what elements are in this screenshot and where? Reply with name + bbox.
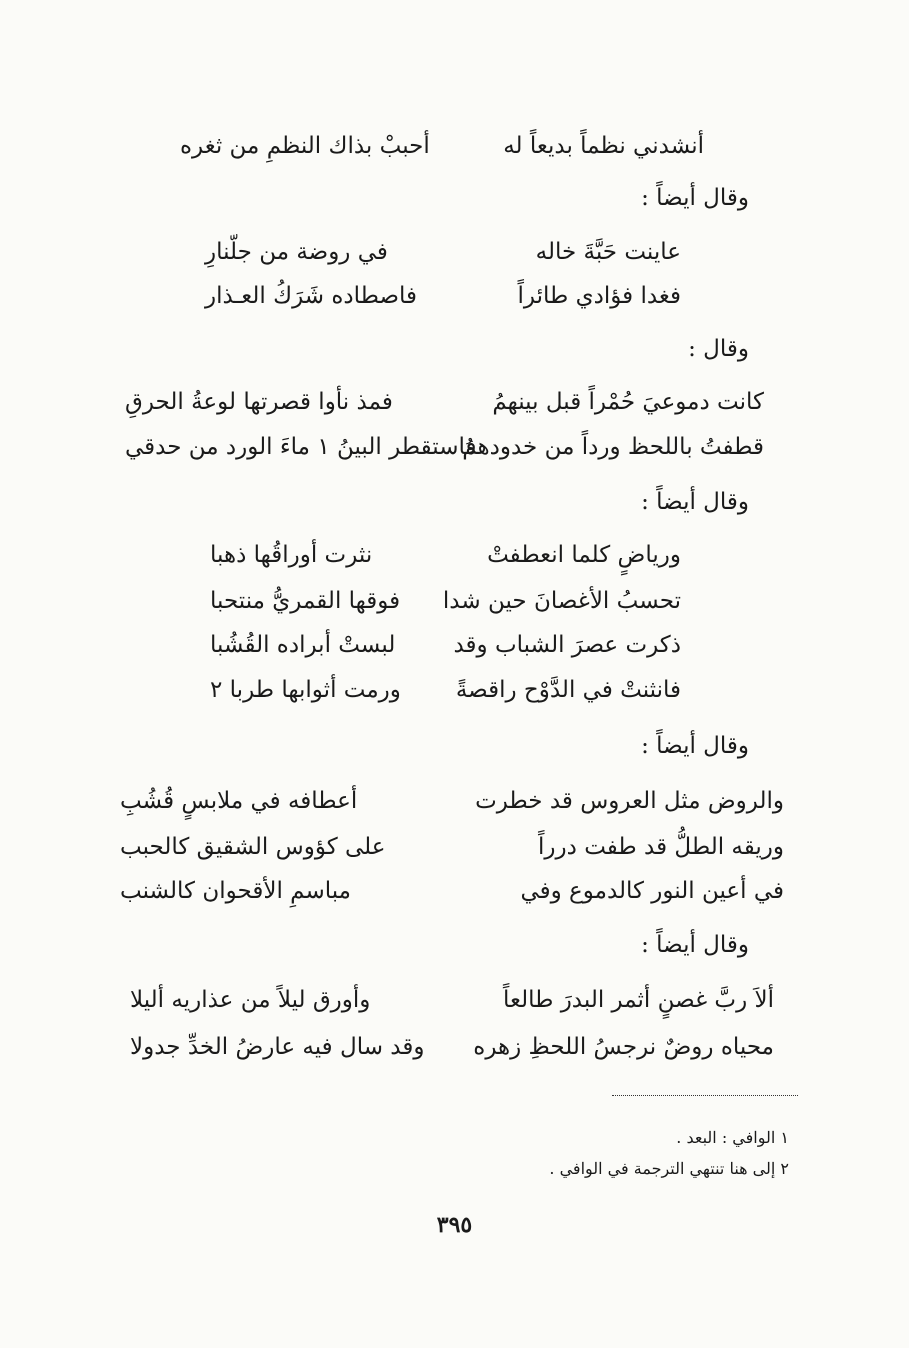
hemistich-second: ورمت أثوابها طربا ٢ [210, 677, 401, 703]
page-number: ٣٩٥ [436, 1212, 473, 1238]
hemistich-first: وريقه الطلُّ قد طفت درراً [538, 834, 784, 860]
hemistich-first: تحسبُ الأغصانَ حين شدا [442, 588, 681, 614]
hemistich-second: لبستْ أبراده القُشُبا [210, 632, 396, 658]
hemistich-first: محياه روضٌ نرجسُ اللحظِ زهره [473, 1034, 774, 1060]
hemistich-first: ذكرت عصرَ الشباب وقد [453, 632, 681, 658]
hemistich-first: عاينت حَبَّةَ خاله [535, 239, 681, 265]
hemistich-second: أحببْ بذاك النظمِ من ثغره [180, 133, 430, 159]
footnote-separator [612, 1095, 798, 1096]
hemistich-second: فمذ نأوا قصرتها لوعةُ الحرقِ [125, 389, 393, 415]
hemistich-first: أنشدني نظماً بديعاً له [503, 133, 704, 159]
section-heading: وقال أيضاً : [641, 733, 749, 759]
footnote: ١ الوافي : البعد . [676, 1128, 789, 1147]
footnote: ٢ إلى هنا تنتهي الترجمة في الوافي . [549, 1159, 789, 1178]
hemistich-second: أعطافه في ملابسٍ قُشُبِ [120, 788, 358, 814]
hemistich-first: ورياضٍ كلما انعطفتْ [487, 542, 681, 568]
hemistich-second: فاستقطر البينُ ١ ماءَ الورد من حدقي [125, 434, 477, 460]
hemistich-first: فغدا فؤادي طائراً [517, 283, 681, 309]
hemistich-first: كانت دموعيَ حُمْراً قبل بينهمُ [492, 389, 764, 415]
hemistich-first: قطفتُ باللحظ ورداً من خدودهمُ [462, 434, 764, 460]
hemistich-second: فوقها القمريُّ منتحبا [210, 588, 401, 614]
hemistich-second: في روضة من جلّنارِ [205, 239, 388, 265]
hemistich-first: في أعين النور كالدموع وفي [520, 878, 784, 904]
hemistich-second: مباسمِ الأقحوان كالشنب [120, 878, 351, 904]
hemistich-first: فانثنتْ في الدَّوْح راقصةً [455, 677, 681, 703]
hemistich-second: نثرت أوراقُها ذهبا [210, 542, 373, 568]
hemistich-second: على كؤوس الشقيق كالحبب [120, 834, 386, 860]
section-heading: وقال أيضاً : [641, 185, 749, 211]
hemistich-second: فاصطاده شَرَكُ العـذار [205, 283, 418, 309]
hemistich-second: وأورق ليلاً من عذاريه أليلا [130, 987, 371, 1013]
hemistich-second: وقد سال فيه عارضُ الخدِّ جدولا [130, 1034, 425, 1060]
hemistich-first: ألاَ ربَّ غصنٍ أثمر البدرَ طالعاً [502, 987, 774, 1013]
section-heading: وقال أيضاً : [641, 932, 749, 958]
section-heading: وقال : [688, 336, 749, 362]
section-heading: وقال أيضاً : [641, 489, 749, 515]
hemistich-first: والروض مثل العروس قد خطرت [475, 788, 784, 814]
